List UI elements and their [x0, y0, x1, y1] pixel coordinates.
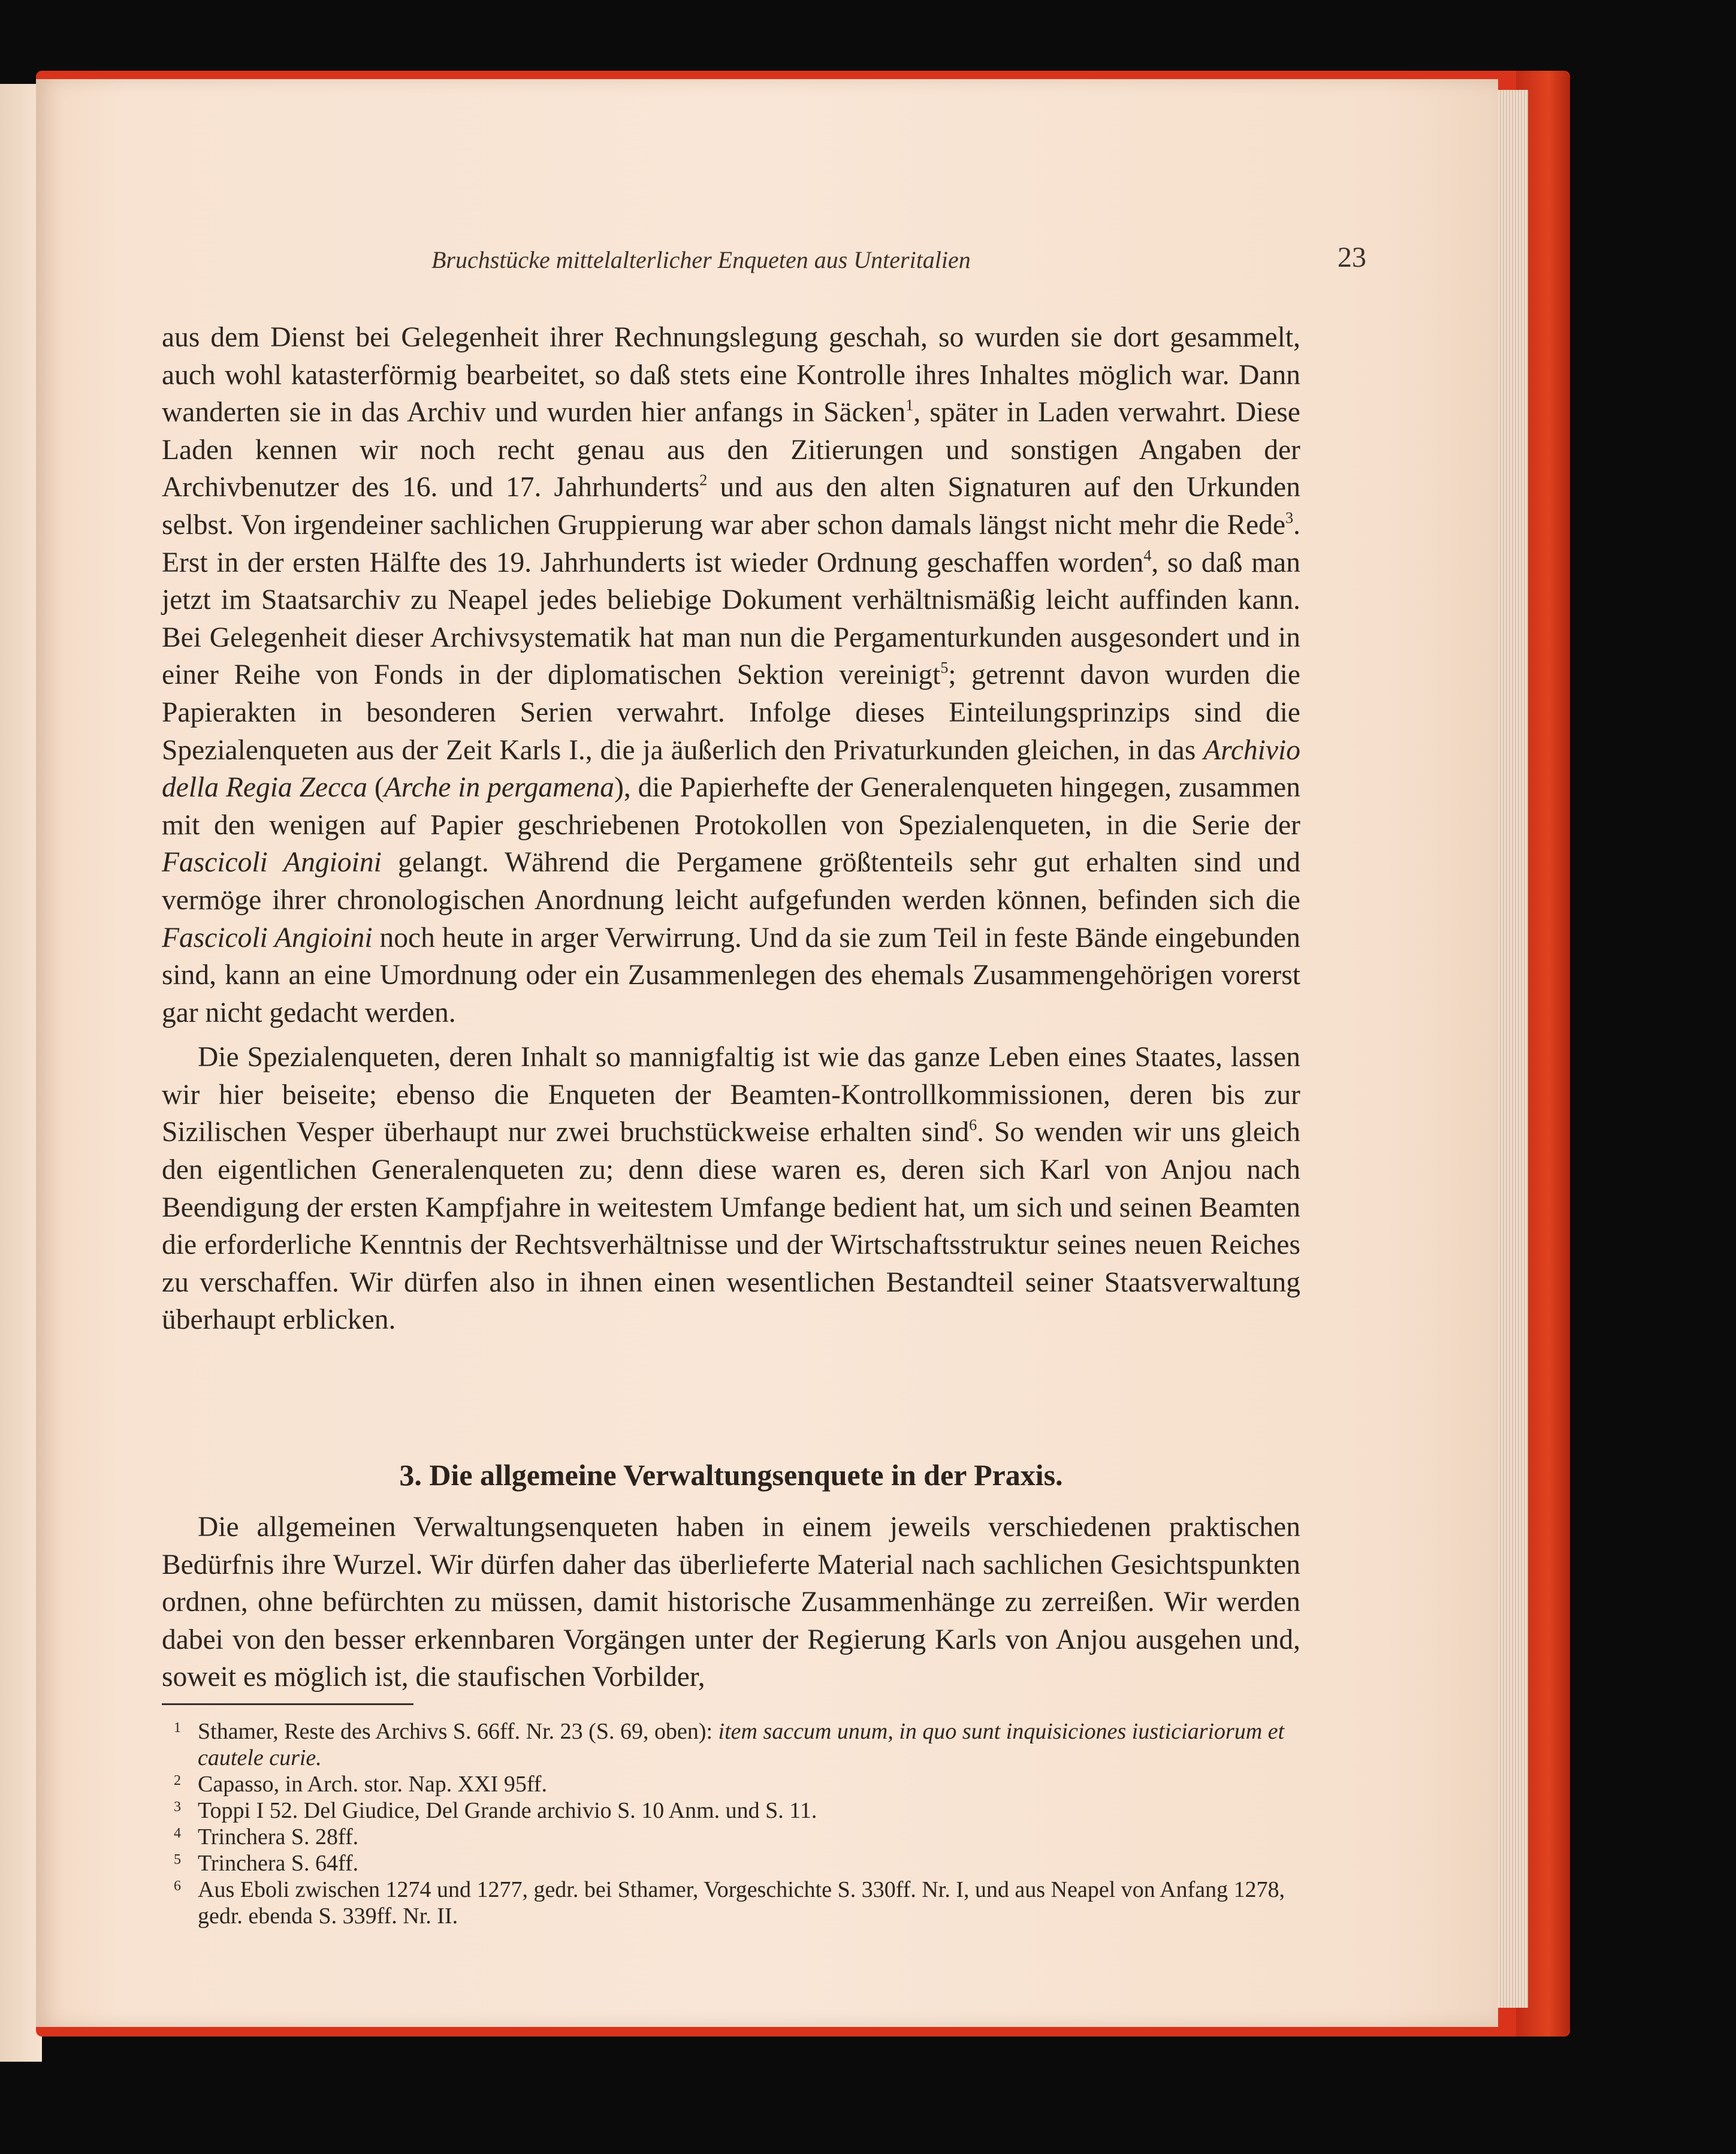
footnote-ref-2: 2 [699, 472, 708, 490]
footnote-ref-3: 3 [1285, 509, 1294, 527]
footnote-6: 6 Aus Eboli zwischen 1274 und 1277, gedr. bei Sthamer, Vorgeschichte S. 330ff. Nr. I, und aus Neapel von Anfang 1278, gedr. ebenda S. 339ff. Nr. II. [174, 1877, 1285, 1929]
footnotes [162, 1718, 1300, 1929]
footnote-1: 1 Sthamer, Reste des Archivs S. 66ff. Nr. 23 (S. 69, oben): item saccum unum, in quo sunt inquisiciones iusticiariorum et cautele curie. [174, 1719, 1285, 1770]
main-text [162, 319, 1300, 1339]
running-header [431, 242, 1366, 294]
footnote-4: 4 Trinchera S. 28ff. [174, 1824, 359, 1850]
footnote-ref-4: 4 [1143, 547, 1152, 565]
footnote-rule [162, 1703, 413, 1705]
footnote-ref-5: 5 [940, 659, 949, 677]
footnote-ref-1: 1 [905, 396, 914, 414]
page-number: 23 [1338, 242, 1366, 273]
paragraph-3: Die allgemeinen Verwaltungsenqueten haben in einem jeweils verschiedenen praktischen Bedürfnis ihre Wurzel. Wir dürfen daher das überlieferte Material nach sachlichen Gesichtspunkten ordnen, ohne befürchten zu müssen, damit historische Zusammenhänge zu zerreißen. Wir werden dabei von den besser erkennbaren Vorgängen unter der Regierung Karls von Anjou ausgehen und, soweit es möglich ist, die staufischen Vorbilder, [162, 1512, 1300, 1693]
paragraph-1: aus dem Dienst bei Gelegenheit ihrer Rechnungslegung geschah, so wurden sie dort gesammelt, auch wohl katasterförmig bearbeitet, so daß stets eine Kontrolle ihres Inhaltes möglich war. Dann wanderten sie in das Archiv und wurden hier anfangs in Säcken$^1$, später in Laden verwahrt. Diese Laden kennen wir noch recht genau aus den Zitierungen und sonstigen Angaben der Archivbenutzer des 16. und 17. Jahrhunderts$^2$ und aus den alten Signaturen auf den Urkunden selbst. Von irgendeiner sachlichen Gruppierung war aber schon damals längst nicht mehr die Rede$^3$. Erst in der ersten Hälfte des 19. Jahrhunderts ist wieder Ordnung geschaffen worden$^4$, so daß man jetzt im Staatsarchiv zu Neapel jedes beliebige Dokument verhältnismäßig leicht auffinden kann. Bei Gelegenheit dieser Archivsystematik hat man nun die Pergamenturkunden ausgesondert und in einer Reihe von Fonds in der diplomatischen Sektion vereinigt$^5$; getrennt davon wurden die Papierakten in besonderen Serien verwahrt. Infolge dieses Einteilungsprinzips sind die Spezialenqueten aus der Zeit Karls I., die ja äußerlich den Privaturkunden gleichen, in das Archivio della Regia Zecca (Arche in pergamena), die Papierhefte der Generalenqueten hingegen, zusammen mit den wenigen auf Papier geschriebenen Protokollen von Spezialenqueten, in die Serie der Fascicoli Angioini gelangt. Während die Pergamene größtenteils sehr gut erhalten sind und vermöge ihrer chronologischen Anordnung leicht aufgefunden werden können, befinden sich die Fascicoli Angioini noch heute in arger Verwirrung. Und da sie zum Teil in feste Bände eingebunden sind, kann an eine Umordnung oder ein Zusammenlegen des ehemals Zusammengehörigen vorerst gar nicht gedacht werden. [162, 322, 1301, 1028]
footnote-5: 5 Trinchera S. 64ff. [174, 1851, 359, 1876]
book-page [36, 79, 1498, 2027]
paragraph-2: Die Spezialenqueten, deren Inhalt so mannigfaltig ist wie das ganze Leben eines Staates, lassen wir hier beiseite; ebenso die Enqueten der Beamten-Kontrollkommissionen, deren bis zur Sizilischen Vesper überhaupt nur zwei bruchstückweise erhalten sind$^6$. So wenden wir uns gleich den eigentlichen Generalenqueten zu; denn diese waren es, deren sich Karl von Anjou nach Beendigung der ersten Kampfjahre in weitestem Umfange bedient hat, um sich und seinen Beamten die erforderliche Kenntnis der Rechtsverhältnisse und der Wirtschaftsstruktur seines neuen Reiches zu verschaffen. Wir dürfen also in ihnen einen wesentlichen Bestandteil seiner Staatsverwaltung überhaupt erblicken. [162, 1042, 1300, 1336]
running-title: Bruchstücke mittelalterlicher Enqueten aus Unteritalien [431, 246, 971, 273]
footnote-2: 2 Capasso, in Arch. stor. Nap. XXI 95ff. [174, 1772, 547, 1797]
section-heading: 3. Die allgemeine Verwaltungsenquete in der Praxis. [399, 1458, 1063, 1492]
footnote-ref-6: 6 [969, 1117, 977, 1135]
footnote-3: 3 Toppi I 52. Del Giudice, Del Grande archivio S. 10 Anm. und S. 11. [174, 1798, 817, 1823]
